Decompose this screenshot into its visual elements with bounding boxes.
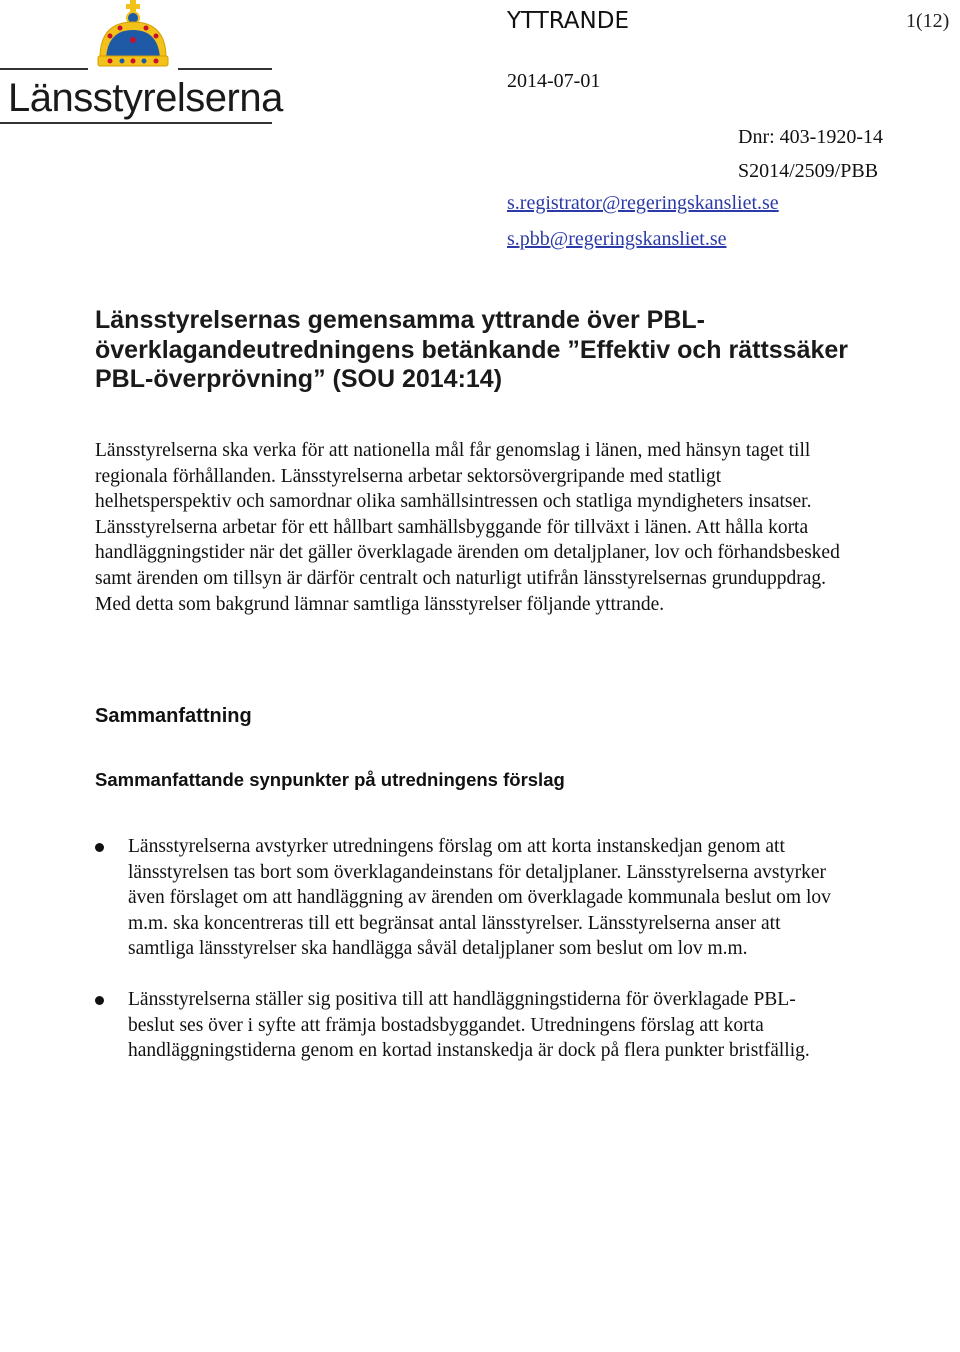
bullet-text: Länsstyrelserna avstyrker utredningens förslag om att korta instanskedjan genom att länsstyrelsen tas bort som överklagandeinstans för detaljplaner. Länsstyrelserna avstyrker även förslaget om att handläggning av ärenden om överklagade kommunala beslut om lov m.m. ska koncentreras till ett begränsat antal länsstyrelser. Länsstyrelserna anser att samtliga länsstyrelser ska handlägga såväl detaljplaner som beslut om lov m.m. (128, 836, 831, 960)
document-date: 2014-07-01 (507, 70, 601, 92)
list-item (95, 834, 855, 962)
email-link-registrator[interactable]: s.registrator@regeringskansliet.se (507, 192, 779, 214)
reference-number: S2014/2509/PBB (738, 160, 879, 182)
list-item (95, 987, 855, 1064)
lansstyrelserna-logo (0, 0, 283, 130)
summary-bullet-list (95, 834, 855, 1089)
logo-bottom-rule (0, 122, 272, 124)
section-heading: Sammanfattning (95, 705, 252, 727)
logo-wordmark: Länsstyrelserna (8, 76, 283, 120)
diary-number: Dnr: 403-1920-14 (738, 126, 883, 148)
document-title: Länsstyrelsernas gemensamma yttrande över PBL-överklagandeutredningens betänkande ”Effektiv och rättssäker PBL-överprövning” (SOU 2014:14) (95, 306, 849, 393)
email-link-pbb[interactable]: s.pbb@regeringskansliet.se (507, 228, 727, 250)
logo-top-rule-left (0, 68, 88, 70)
intro-paragraph: Länsstyrelserna ska verka för att nationella mål får genomslag i länen, med hänsyn taget till regionala förhållanden. Länsstyrelserna arbetar sektorsövergripande med statligt helhetsperspektiv och samordnar olika samhällsintressen och statliga myndigheters insatser. Länsstyrelserna arbetar för ett hållbart samhällsbyggande för tillväxt i länen. Att hålla korta handläggningstider när det gäller överklagade ärenden om detaljplaner, lov och förhandsbesked samt ärenden om tillsyn är därför centralt och naturligt utifrån länsstyrelsernas grunduppdrag. Med detta som bakgrund lämnar samtliga länsstyrelser följande yttrande. (95, 440, 840, 615)
bullet-text: Länsstyrelserna ställer sig positiva till att handläggningstiderna för överklagade PBL-beslut ses över i syfte att främja bostadsbyggandet. Utredningens förslag att korta handläggningstiderna genom en kortad instanskedja är dock på flera punkter bristfällig. (128, 988, 810, 1062)
bullet-dot-icon (95, 996, 104, 1005)
logo-top-rule-right (178, 68, 272, 70)
page-number: 1(12) (906, 10, 950, 32)
bullet-dot-icon (95, 843, 104, 852)
subsection-heading: Sammanfattande synpunkter på utredningens förslag (95, 769, 565, 790)
document-type: YTTRANDE (507, 8, 629, 34)
